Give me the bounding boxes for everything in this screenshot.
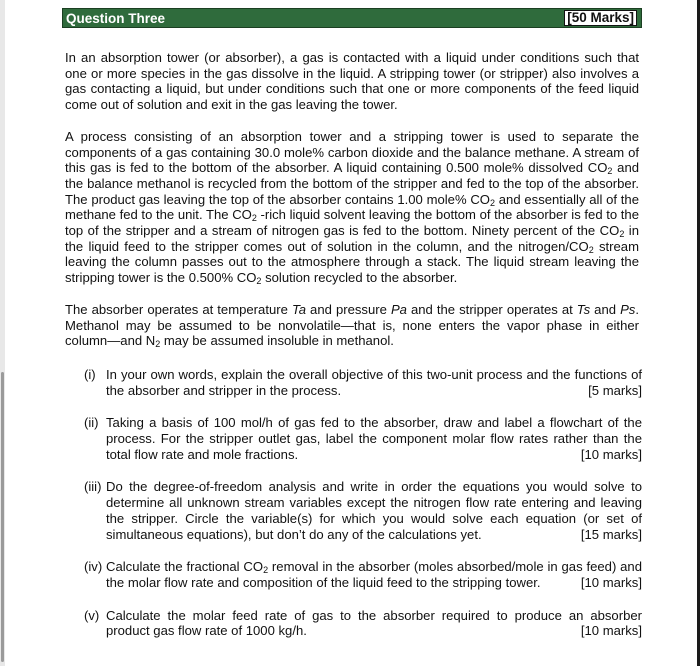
item-number: (ii) — [84, 415, 99, 431]
question-title: Question Three — [66, 10, 166, 26]
item-marks: [5 marks] — [588, 382, 642, 398]
question-header — [62, 8, 642, 28]
item-number: (v) — [84, 607, 100, 623]
sub-question-ii — [84, 415, 642, 462]
item-marks: [10 marks] — [580, 623, 642, 639]
conditions-paragraph: The absorber operates at temperature Ta and pressure Pa and the stripper operates at Ts and Ps. Methanol may be assumed to be nonvolatile—that is, none enters the vapor phase in either column—and $N_2$ may be assumed insoluble in methanol. — [65, 301, 639, 350]
intro-paragraph: In an absorption tower (or absorber), a gas is contacted with a liquid under conditions such that one or more species in the gas dissolve in the liquid. A stripping tower (or stripper) also involves a gas contacting a liquid, but under conditions such that one or more components of the feed liquid come out of solution and exit in the gas leaving the tower. — [65, 50, 639, 113]
item-text: Calculate the fractional $CO_2$ removal in the absorber (moles absorbed/mole in gas feed) and the molar flow rate and composition of the liquid feed to the stripping tower. — [106, 559, 642, 590]
sub-question-iii — [84, 479, 642, 542]
sub-question-iv — [84, 559, 642, 590]
item-number: (i) — [84, 366, 96, 382]
item-number: (iii) — [84, 479, 102, 495]
item-text: Taking a basis of 100 mol/h of gas fed to the absorber, draw and label a flowchart of the process. For the stripper outlet gas, label the component molar flow rates rather than the total flow rate and mole fractions. — [106, 415, 642, 462]
item-marks: [15 marks] — [580, 526, 642, 542]
question-total-marks: [50 Marks] — [564, 10, 637, 26]
item-text: Calculate the molar feed rate of gas to the absorber required to produce an absorber product gas flow rate of 1000 kg/h. — [106, 607, 642, 639]
scrollbar-thumb[interactable] — [1, 372, 4, 662]
item-marks: [10 marks] — [580, 574, 642, 590]
sub-question-v — [84, 608, 642, 639]
item-number: (iv) — [84, 559, 103, 575]
scrollbar-track[interactable] — [0, 0, 5, 666]
question-document — [62, 8, 642, 656]
sub-questions-list — [62, 367, 642, 639]
process-paragraph: A process consisting of an absorption tower and a stripping tower is used to separate the components of a gas containing 30.0 mole% carbon dioxide and the balance methane. A stream of this gas is fed to the bottom of the absorber. A liquid containing 0.500 mole% dissolved $CO_2$ and the balance methanol is recycled from the bottom of the stripper and fed to the top of the absorber. The product gas leaving the top of the absorber contains 1.00 mole% $CO_2$ and essentially all of the methane fed to the unit. The $CO_2$ -rich liquid solvent leaving the bottom of the absorber is fed to the top of the stripper and a stream of nitrogen gas is fed to the bottom. Ninety percent of the $CO_2$ in the liquid feed to the stripper comes out of solution in the column, and the nitrogen/$CO_2$ stream leaving the column passes out to the atmosphere through a stack. The liquid stream leaving the stripping tower is the 0.500% $CO_2$ solution recycled to the absorber. — [65, 128, 640, 287]
item-text: In your own words, explain the overall objective of this two-unit process and the functions of the absorber and stripper in the process. — [106, 366, 642, 398]
sub-question-i — [84, 367, 642, 398]
item-text: Do the degree-of-freedom analysis and write in order the equations you would solve to determine all unknown stream variables except the nitrogen flow rate entering and leaving the stripper. Circle the variable(s) for which you would solve each equation (or set of simultaneous equations), but don’t do any of the calculations yet. — [106, 479, 642, 542]
item-marks: [10 marks] — [580, 446, 642, 462]
